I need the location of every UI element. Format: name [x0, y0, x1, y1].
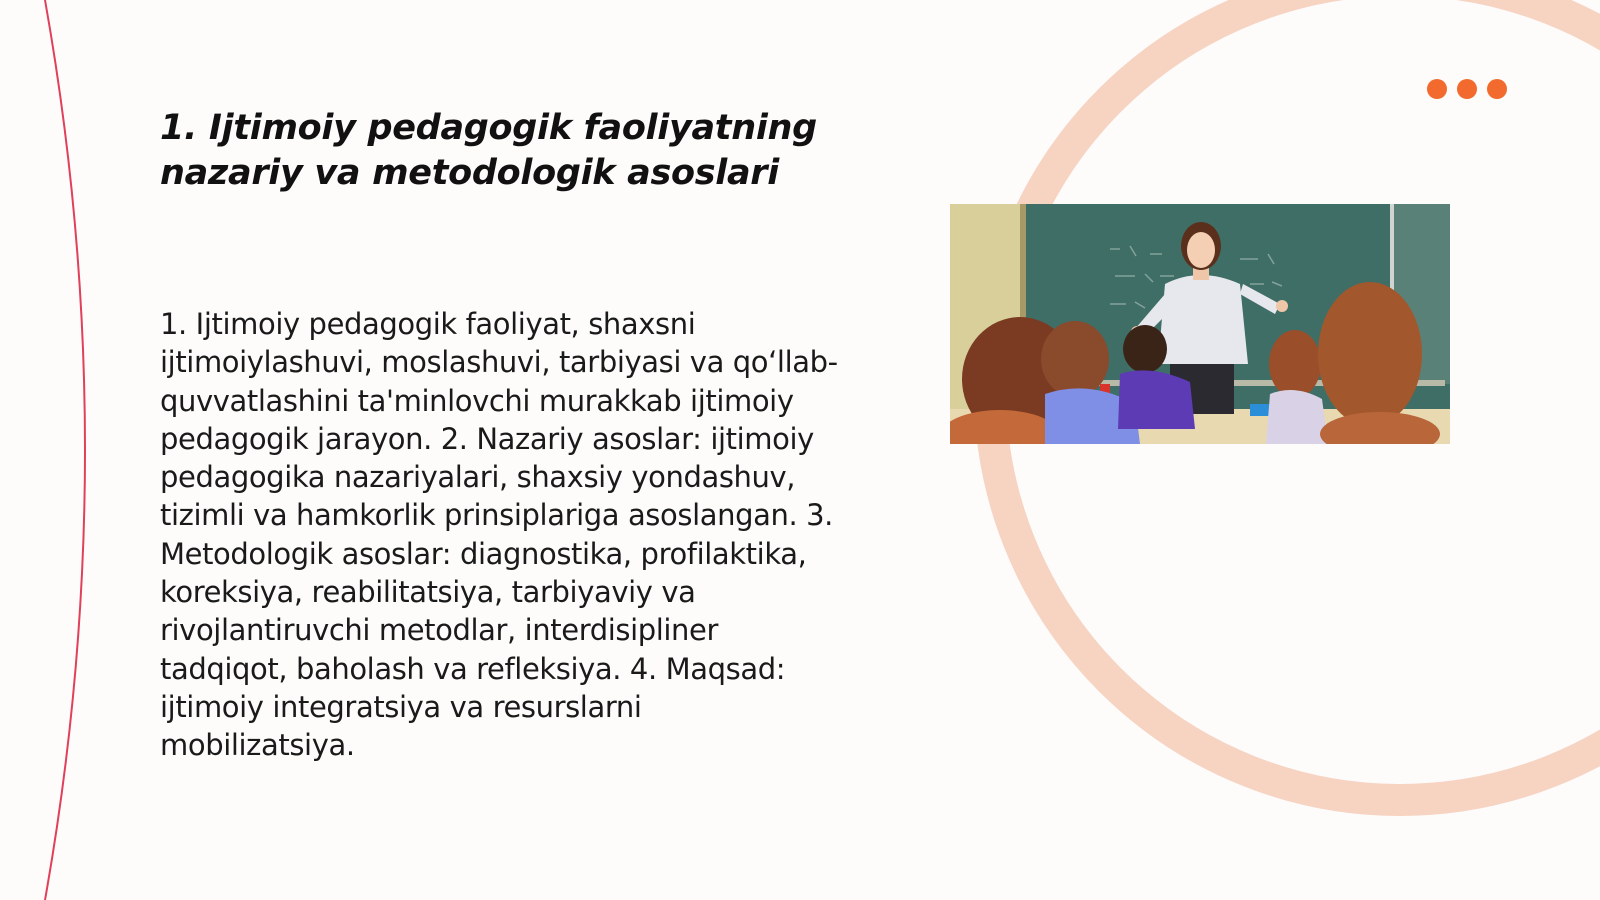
dot [1487, 79, 1507, 99]
more-dots-icon [1427, 79, 1507, 99]
slide-title: 1. Ijtimoiy pedagogik faoliyatning nazariy va metodologik asoslari [160, 108, 817, 193]
slide-body-text: 1. Ijtimoiy pedagogik faoliyat, shaxsni ijtimoiylashuvi, moslashuvi, tarbiyasi va qo‘llab-quvvatlashini ta'minlovchi murakkab ijtimoiy pedagogik jarayon. 2. Nazariy asoslar: ijtimoiy pedagogika nazariyalari, shaxsiy yondashuv, tizimli va hamkorlik prinsiplariga asoslangan. 3. Metodologik asoslar: diagnostika, profilaktika, koreksiya, reabilitatsiya, tarbiyaviy va rivojlantiruvchi metodlar, interdisipliner tadqiqot, baholash va refleksiya. 4. Maqsad: ijtimoiy integratsiya va resurslarni mobilizatsiya. [160, 307, 838, 763]
left-red-arc [45, 0, 85, 900]
dot [1457, 79, 1477, 99]
classroom-photo [950, 204, 1450, 444]
classroom-illustration [950, 204, 1450, 444]
dot [1427, 79, 1447, 99]
